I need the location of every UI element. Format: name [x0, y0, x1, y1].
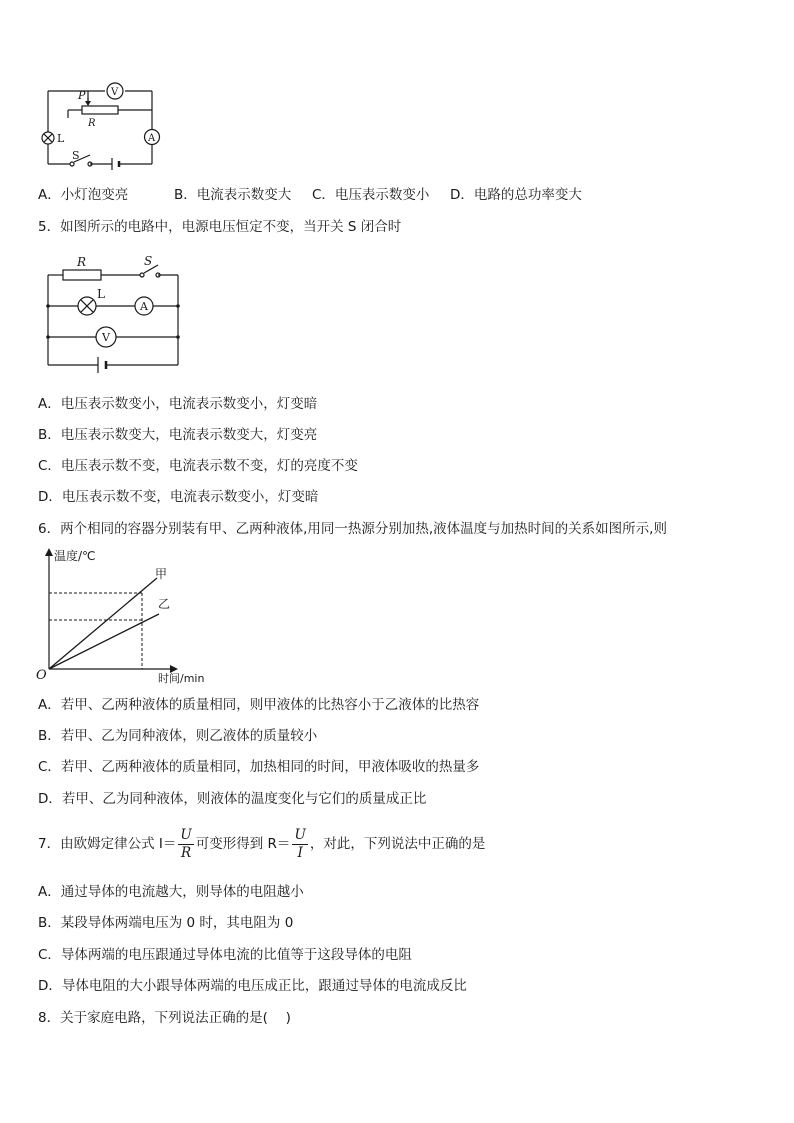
q4-label-V: V — [111, 87, 119, 98]
q7-option-b[interactable]: B．某段导体两端电压为 0 时，其电阻为 0 — [38, 915, 294, 931]
q5-option-d[interactable]: D．电压表示数不变，电流表示数变小，灯变暗 — [38, 489, 319, 505]
q6-x-axis-label: 时间/min — [158, 672, 205, 685]
q7-option-d[interactable]: D．导体电阻的大小跟导体两端的电压成正比，跟通过导体的电流成反比 — [38, 978, 467, 994]
q6-origin-label: O — [36, 668, 47, 683]
q6-stem: 6．两个相同的容器分别装有甲、乙两种液体,用同一热源分别加热,液体温度与加热时间的关系如图所示,则 — [38, 521, 667, 537]
q7-stem-pre: 7．由欧姆定律公式 I＝ — [38, 836, 177, 852]
q6-temperature-time-graph — [34, 548, 229, 683]
q5-label-L: L — [97, 287, 105, 301]
q5-label-V: V — [102, 331, 110, 344]
q7-stem — [38, 826, 485, 862]
q4-option-d[interactable]: D．电路的总功率变大 — [450, 187, 582, 203]
q7-stem-mid: 可变形得到 R＝ — [195, 836, 291, 852]
q6-option-c[interactable]: C．若甲、乙两种液体的质量相同，加热相同的时间，甲液体吸收的热量多 — [38, 759, 480, 775]
q7-fraction-u-over-r: $\frac{U}{R}$ — [180, 826, 192, 861]
q6-label-jia: 甲 — [155, 567, 168, 581]
q4-label-S: S — [72, 149, 80, 162]
q7-stem-post: ，对此，下列说法中正确的是 — [309, 836, 486, 852]
q6-label-yi: 乙 — [158, 597, 171, 611]
q5-option-c[interactable]: C．电压表示数不变，电流表示数不变，灯的亮度不变 — [38, 458, 358, 474]
q7-fraction-u-over-i: $\frac{U}{I}$ — [294, 826, 306, 861]
q4-circuit-diagram — [40, 82, 160, 174]
q5-circuit-diagram — [40, 255, 185, 370]
q5-option-a[interactable]: A．电压表示数变小，电流表示数变小，灯变暗 — [38, 396, 318, 412]
q4-option-a[interactable]: A．小灯泡变亮 — [38, 187, 129, 203]
q4-label-L: L — [57, 132, 65, 145]
q4-label-A: A — [148, 133, 156, 144]
q5-label-A: A — [140, 300, 148, 313]
q5-label-R: R — [77, 255, 87, 269]
q4-options — [38, 185, 582, 205]
q5-stem: 5．如图所示的电路中，电源电压恒定不变，当开关 S 闭合时 — [38, 219, 402, 235]
q4-option-c[interactable]: C．电压表示数变小 — [312, 187, 430, 203]
q6-option-a[interactable]: A．若甲、乙两种液体的质量相同，则甲液体的比热容小于乙液体的比热容 — [38, 697, 480, 713]
q6-option-d[interactable]: D．若甲、乙为同种液体，则液体的温度变化与它们的质量成正比 — [38, 791, 427, 807]
q5-option-b[interactable]: B．电压表示数变大，电流表示数变大，灯变亮 — [38, 427, 318, 443]
q4-label-P: P — [78, 89, 86, 102]
q8-stem: 8．关于家庭电路，下列说法正确的是( ) — [38, 1010, 291, 1026]
q5-label-S: S — [144, 254, 153, 268]
q7-option-a[interactable]: A．通过导体的电流越大，则导体的电阻越小 — [38, 884, 304, 900]
q6-option-b[interactable]: B．若甲、乙为同种液体，则乙液体的质量较小 — [38, 728, 318, 744]
q4-label-R: R — [88, 118, 96, 129]
q6-y-axis-label: 温度/℃ — [54, 549, 96, 563]
q4-option-b[interactable]: B．电流表示数变大 — [174, 187, 292, 203]
q7-option-c[interactable]: C．导体两端的电压跟通过导体电流的比值等于这段导体的电阻 — [38, 947, 412, 963]
